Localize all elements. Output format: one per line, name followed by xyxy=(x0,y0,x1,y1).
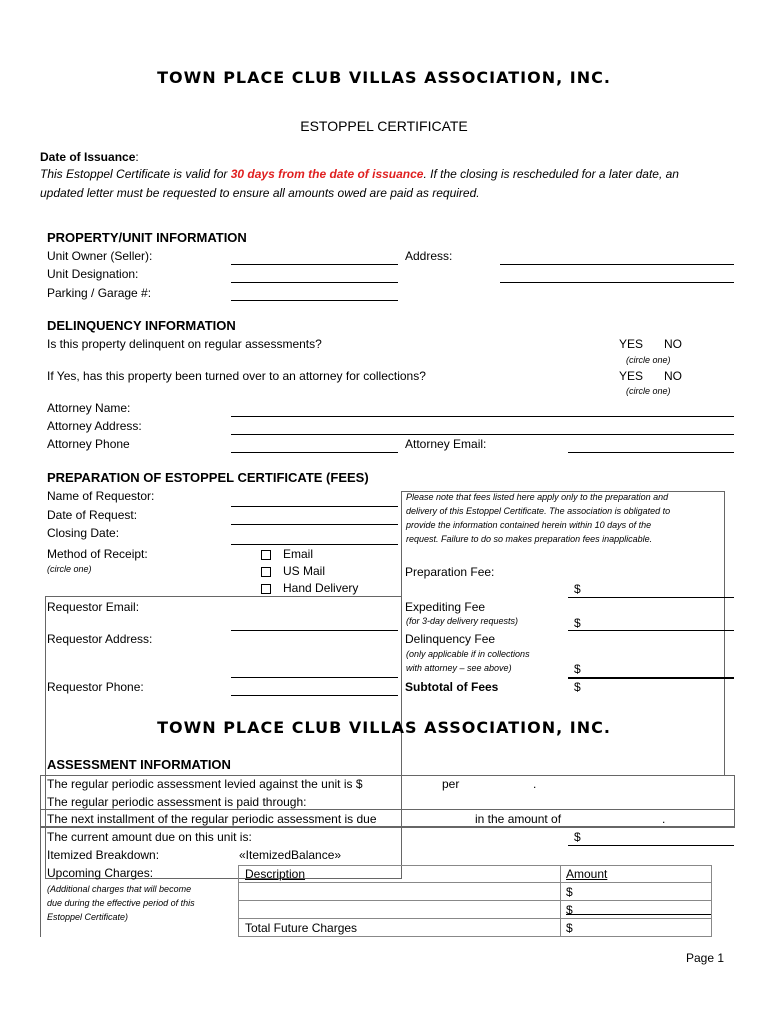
parking-field[interactable] xyxy=(231,300,398,301)
upcoming-table-row-divider xyxy=(238,900,712,901)
upcoming-note-line: due during the effective period of this xyxy=(47,898,195,908)
expediting-fee-label: Expediting Fee xyxy=(405,600,486,614)
date-of-request-label: Date of Request: xyxy=(47,508,138,522)
fees-note-line: Please note that fees listed here apply only to the preparation and xyxy=(406,492,669,502)
in-amount-dot: . xyxy=(662,812,666,826)
upcoming-label: Upcoming Charges: xyxy=(47,866,154,880)
attorney-email-label: Attorney Email: xyxy=(405,437,487,451)
fees-heading: PREPARATION OF ESTOPPEL CERTIFICATE (FEES) xyxy=(47,470,369,485)
name-of-requestor-field[interactable] xyxy=(231,506,398,507)
fees-note xyxy=(406,490,670,546)
upcoming-note xyxy=(47,882,195,924)
upcoming-table-row-divider xyxy=(238,918,712,919)
attorney-name-field[interactable] xyxy=(231,416,734,417)
requestor-email-field[interactable] xyxy=(231,630,398,631)
itemized-label: Itemized Breakdown: xyxy=(47,848,160,862)
requestor-phone-label: Requestor Phone: xyxy=(47,680,144,694)
method-email-label: Email xyxy=(283,547,314,561)
address-field-2[interactable] xyxy=(500,282,734,283)
requestor-email-label: Requestor Email: xyxy=(47,600,140,614)
requestor-phone-field[interactable] xyxy=(231,695,398,696)
delinquency-fee-note-1: (only applicable if in collections xyxy=(406,649,530,659)
unit-owner-label: Unit Owner (Seller): xyxy=(47,249,153,263)
page-number: Page 1 xyxy=(686,951,725,965)
checkbox-icon[interactable] xyxy=(261,567,271,577)
assessment-org-title: TOWN PLACE CLUB VILLAS ASSOCIATION, INC. xyxy=(157,718,611,737)
method-hand-delivery-option[interactable] xyxy=(261,581,358,595)
upcoming-row2-dollar: $ xyxy=(566,903,573,917)
paid-through-text: The regular periodic assessment is paid through: xyxy=(47,795,307,809)
method-usmail-label: US Mail xyxy=(283,564,326,578)
method-of-receipt-label: Method of Receipt: xyxy=(47,547,148,561)
attorney-name-label: Attorney Name: xyxy=(47,401,131,415)
preparation-fee-label: Preparation Fee: xyxy=(405,565,495,579)
closing-date-label: Closing Date: xyxy=(47,526,120,540)
method-circle-one: (circle one) xyxy=(47,564,92,574)
attorney-email-field[interactable] xyxy=(568,452,734,453)
closing-date-field[interactable] xyxy=(231,544,398,545)
delinquency-fee-note-2: with attorney – see above) xyxy=(406,663,512,673)
attorney-question: If Yes, has this property been turned over to an attorney for collections? xyxy=(47,369,426,383)
requestor-address-label: Requestor Address: xyxy=(47,632,153,646)
total-future-dollar: $ xyxy=(566,921,573,935)
fees-note-line: delivery of this Estoppel Certificate. The association is obligated to xyxy=(406,506,671,516)
date-of-request-field[interactable] xyxy=(231,524,398,525)
upcoming-row2-field[interactable] xyxy=(566,914,711,915)
attorney-address-field[interactable] xyxy=(231,434,734,435)
method-hand-delivery-label: Hand Delivery xyxy=(283,581,359,595)
issuance-text-line2: updated letter must be requested to ensure all amounts owed are paid as required. xyxy=(40,186,480,200)
issuance-highlight: 30 days from the date of issuance xyxy=(230,167,424,181)
method-usmail-option[interactable] xyxy=(261,564,325,578)
fees-note-line: request. Failure to do so makes preparation fees inapplicable. xyxy=(406,534,653,544)
issuance-text-before: This Estoppel Certificate is valid for xyxy=(40,167,231,181)
current-due-dollar: $ xyxy=(574,830,581,844)
issuance-text xyxy=(40,167,679,181)
assessment-row-divider xyxy=(40,827,735,828)
property-heading: PROPERTY/UNIT INFORMATION xyxy=(47,230,247,245)
delinquency-fee-label: Delinquency Fee xyxy=(405,632,496,646)
current-due-field[interactable] xyxy=(568,845,734,846)
issuance-label-line xyxy=(40,150,139,164)
issuance-text-after: . If the closing is rescheduled for a later date, an xyxy=(423,167,679,181)
upcoming-row1-dollar: $ xyxy=(566,885,573,899)
preparation-fee-dollar: $ xyxy=(574,582,581,596)
unit-designation-label: Unit Designation: xyxy=(47,267,139,281)
name-of-requestor-label: Name of Requestor: xyxy=(47,489,155,503)
delinquency-fee-dollar: $ xyxy=(574,662,581,676)
next-installment-text: The next installment of the regular periodic assessment is due xyxy=(47,812,377,826)
unit-owner-field[interactable] xyxy=(231,264,398,265)
requestor-address-field[interactable] xyxy=(231,677,398,678)
attorney-phone-field[interactable] xyxy=(231,452,398,453)
document-title: ESTOPPEL CERTIFICATE xyxy=(300,118,468,134)
expediting-fee-note: (for 3-day delivery requests) xyxy=(406,616,519,626)
assessment-row-divider xyxy=(40,809,735,810)
address-label: Address: xyxy=(405,249,453,263)
checkbox-icon[interactable] xyxy=(261,550,271,560)
delinquent-no[interactable]: NO xyxy=(664,337,682,351)
unit-designation-field[interactable] xyxy=(231,282,398,283)
parking-label: Parking / Garage #: xyxy=(47,286,152,300)
attorney-no[interactable]: NO xyxy=(664,369,682,383)
delinquent-yes[interactable]: YES xyxy=(619,337,644,351)
expediting-fee-dollar: $ xyxy=(574,616,581,630)
attorney-yes[interactable]: YES xyxy=(619,369,644,383)
levied-text: The regular periodic assessment levied against the unit is $ xyxy=(47,777,363,791)
itemized-value: «ItemizedBalance» xyxy=(239,848,342,862)
per-text: per xyxy=(442,777,460,791)
attorney-phone-label: Attorney Phone xyxy=(47,437,130,451)
assessment-left-border xyxy=(40,827,41,937)
org-title: TOWN PLACE CLUB VILLAS ASSOCIATION, INC. xyxy=(157,68,611,87)
total-future-label: Total Future Charges xyxy=(245,921,358,935)
current-due-text: The current amount due on this unit is: xyxy=(47,830,252,844)
checkbox-icon[interactable] xyxy=(261,584,271,594)
subtotal-dollar: $ xyxy=(574,680,581,694)
upcoming-note-line: (Additional charges that will become xyxy=(47,884,192,894)
expediting-fee-field[interactable] xyxy=(568,630,734,631)
delinquency-heading: DELINQUENCY INFORMATION xyxy=(47,318,236,333)
subtotal-label: Subtotal of Fees xyxy=(405,680,499,694)
fees-note-line: provide the information contained herein within 10 days of the xyxy=(406,520,652,530)
upcoming-table-column-divider xyxy=(560,865,561,937)
upcoming-table-row-divider xyxy=(238,882,712,883)
address-field-1[interactable] xyxy=(500,264,734,265)
issuance-label: Date of Issuance xyxy=(40,150,136,164)
preparation-fee-field[interactable] xyxy=(568,597,734,598)
circle-one-note-2: (circle one) xyxy=(626,386,671,396)
issuance-colon: : xyxy=(135,150,139,164)
col-description-header: Description xyxy=(245,867,306,881)
method-email-option[interactable] xyxy=(261,547,313,561)
upcoming-note-line: Estoppel Certificate) xyxy=(47,912,129,922)
col-amount-header: Amount xyxy=(566,867,608,881)
in-amount-text: in the amount of xyxy=(475,812,562,826)
circle-one-note-1: (circle one) xyxy=(626,355,671,365)
delinquent-question: Is this property delinquent on regular assessments? xyxy=(47,337,322,351)
levied-dot: . xyxy=(533,777,537,791)
delinquency-fee-field[interactable] xyxy=(568,677,734,679)
attorney-address-label: Attorney Address: xyxy=(47,419,142,433)
assessment-heading: ASSESSMENT INFORMATION xyxy=(47,757,231,772)
